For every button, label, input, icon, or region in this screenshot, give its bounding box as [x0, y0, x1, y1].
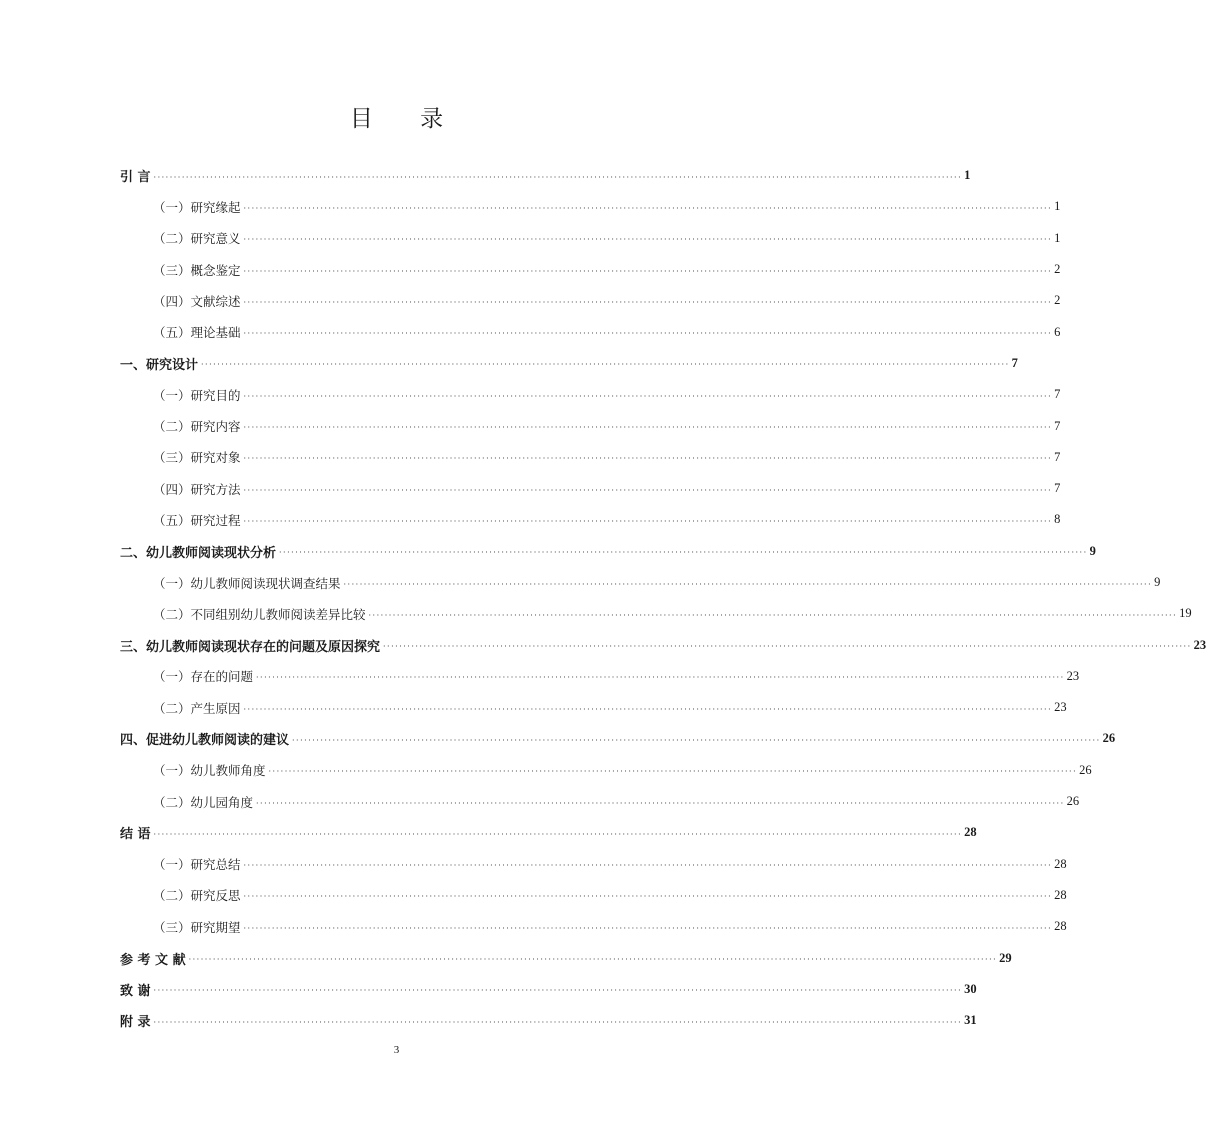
toc-section-entry[interactable] [120, 849, 1067, 880]
dot-leader: ········································································································································································································ [343, 579, 1153, 589]
toc-chapter-entry[interactable] [120, 942, 1012, 973]
toc-entry-page: 23 [1066, 668, 1080, 683]
toc-entry-page: 23 [1054, 700, 1067, 715]
dot-leader: ········································································································································································································ [368, 610, 1178, 620]
toc-entry-page: 2 [1054, 262, 1061, 277]
dot-leader: ········································································································································································································ [243, 704, 1053, 714]
toc-entry-label: （一）幼儿教师角度 [153, 763, 266, 779]
dot-leader: ········································································································································································································ [243, 235, 1053, 245]
dot-leader: ········································································································································································································ [243, 516, 1053, 526]
toc-entry-page: 1 [1054, 199, 1061, 214]
dot-leader: ········································································································································································································ [292, 735, 1101, 745]
toc-section-entry[interactable] [120, 504, 1061, 535]
toc-entry-label: （二）研究意义 [153, 231, 241, 247]
toc-entry-label: （四）文献综述 [153, 293, 241, 309]
toc-entry-label: 参 考 文 献 [120, 952, 186, 968]
toc-entry-label: （二）不同组别幼儿教师阅读差异比较 [153, 606, 366, 622]
toc-entry-page: 30 [964, 981, 977, 996]
toc-chapter-entry[interactable] [120, 348, 1018, 379]
dot-leader: ········································································································································································································ [153, 1017, 963, 1027]
toc-entry-page: 9 [1089, 543, 1096, 558]
toc-entry-page: 9 [1154, 575, 1161, 589]
toc-entry-page: 19 [1179, 606, 1192, 621]
dot-leader: ········································································································································································································ [153, 986, 963, 996]
toc-entry-label: （二）研究内容 [153, 419, 241, 435]
toc-entry-page: 7 [1054, 418, 1061, 433]
dot-leader: ········································································································································································································ [243, 892, 1053, 902]
toc-chapter-entry[interactable] [120, 536, 1096, 567]
toc-section-entry[interactable] [120, 442, 1061, 473]
toc-entry-page: 29 [999, 950, 1012, 965]
toc-entry-page: 23 [1193, 637, 1206, 652]
dot-leader: ········································································································································································································ [383, 642, 1192, 652]
toc-entry-label: （五）理论基础 [153, 325, 241, 341]
toc-entry-label: （二）幼儿园角度 [153, 794, 254, 810]
toc-entry-label: 一、研究设计 [120, 357, 199, 373]
dot-leader: ········································································································································································································ [268, 767, 1078, 777]
toc-entry-label: （二）研究反思 [153, 888, 241, 904]
dot-leader: ········································································································································································································ [243, 861, 1053, 871]
toc-entry-label: （一）存在的问题 [153, 669, 254, 685]
dot-leader: ········································································································································································································ [243, 203, 1053, 213]
dot-leader: ········································································································································································································ [243, 329, 1053, 339]
dot-leader: ········································································································································································································ [243, 454, 1053, 464]
toc-section-entry[interactable] [120, 661, 1080, 692]
toc-entry-label: 二、幼儿教师阅读现状分析 [120, 545, 277, 561]
toc-section-entry[interactable] [120, 191, 1061, 222]
toc-section-entry[interactable] [120, 254, 1061, 285]
toc-entry-label: （三）研究期望 [153, 919, 241, 935]
toc-entry-label: 附 录 [120, 1015, 151, 1031]
toc-entry-page: 8 [1054, 512, 1061, 527]
toc-entry-page: 1 [1054, 230, 1061, 245]
toc-entry-page: 28 [1054, 919, 1067, 934]
dot-leader: ········································································································································································································ [201, 360, 1010, 370]
toc-entry-page: 7 [1054, 449, 1061, 464]
toc-section-entry[interactable] [120, 410, 1061, 441]
toc-section-entry[interactable] [120, 473, 1061, 504]
dot-leader: ········································································································································································································ [243, 423, 1053, 433]
toc-section-entry[interactable] [120, 598, 1192, 629]
toc-entry-label: （一）研究缘起 [153, 199, 241, 215]
toc-entry-label: 结 语 [120, 827, 151, 843]
toc-entry-label: 致 谢 [120, 983, 151, 999]
toc-section-entry[interactable] [120, 223, 1061, 254]
toc-entry-label: （五）研究过程 [153, 512, 241, 528]
toc-entry-label: （三）概念鉴定 [153, 262, 241, 278]
toc-chapter-entry[interactable] [120, 1005, 977, 1036]
toc-chapter-entry[interactable] [120, 723, 1116, 754]
toc-section-entry[interactable] [120, 567, 1161, 598]
toc-entry-label: （一）幼儿教师阅读现状调查结果 [153, 575, 341, 591]
dot-leader: ········································································································································································································ [279, 548, 1088, 558]
toc-section-entry[interactable] [120, 692, 1067, 723]
dot-leader: ········································································································································································································ [256, 673, 1065, 683]
toc-title: 目 录 [349, 106, 464, 132]
toc-entry-page: 7 [1011, 355, 1018, 370]
toc-section-entry[interactable] [120, 911, 1067, 942]
toc-entry-label: （四）研究方法 [153, 481, 241, 497]
toc-section-entry[interactable] [120, 316, 1061, 347]
toc-entry-label: 四、促进幼儿教师阅读的建议 [120, 733, 290, 749]
toc-entry-label: （一）研究总结 [153, 857, 241, 873]
dot-leader: ········································································································································································································ [256, 798, 1065, 808]
dot-leader: ········································································································································································································ [188, 955, 998, 965]
toc-entry-page: 2 [1054, 293, 1061, 308]
dot-leader: ········································································································································································································ [243, 485, 1053, 495]
toc-entry-label: 引 言 [120, 170, 151, 186]
toc-entry-page: 6 [1054, 324, 1061, 339]
toc-entry-page: 1 [964, 168, 971, 183]
dot-leader: ········································································································································································································ [243, 923, 1053, 933]
toc-entry-page: 26 [1102, 731, 1116, 746]
toc-chapter-entry[interactable] [120, 974, 977, 1005]
toc-section-entry[interactable] [120, 880, 1067, 911]
toc-entry-page: 28 [1054, 856, 1067, 871]
toc-entry-label: （一）研究目的 [153, 387, 241, 403]
dot-leader: ········································································································································································································ [243, 266, 1053, 276]
dot-leader: ········································································································································································································ [153, 172, 963, 182]
dot-leader: ········································································································································································································ [243, 297, 1053, 307]
toc-section-entry[interactable] [120, 755, 1092, 786]
dot-leader: ········································································································································································································ [243, 391, 1053, 401]
toc-entry-page: 28 [1054, 887, 1067, 902]
table-of-contents [120, 160, 1206, 1036]
toc-entry-page: 26 [1079, 762, 1092, 777]
toc-section-entry[interactable] [120, 786, 1080, 817]
toc-entry-page: 31 [964, 1013, 977, 1028]
toc-entry-page: 26 [1066, 794, 1080, 809]
toc-entry-label: 三、幼儿教师阅读现状存在的问题及原因探究 [120, 639, 381, 655]
dot-leader: ········································································································································································································ [153, 829, 963, 839]
toc-entry-page: 7 [1054, 481, 1061, 496]
toc-chapter-entry[interactable] [120, 160, 971, 191]
toc-entry-label: （二）产生原因 [153, 700, 241, 716]
toc-chapter-entry[interactable] [120, 629, 1206, 660]
toc-entry-label: （三）研究对象 [153, 450, 241, 466]
toc-entry-page: 28 [964, 825, 977, 840]
page-number: 3 [393, 1044, 400, 1056]
toc-chapter-entry[interactable] [120, 817, 977, 848]
toc-section-entry[interactable] [120, 379, 1061, 410]
toc-section-entry[interactable] [120, 285, 1061, 316]
toc-entry-page: 7 [1054, 387, 1061, 402]
